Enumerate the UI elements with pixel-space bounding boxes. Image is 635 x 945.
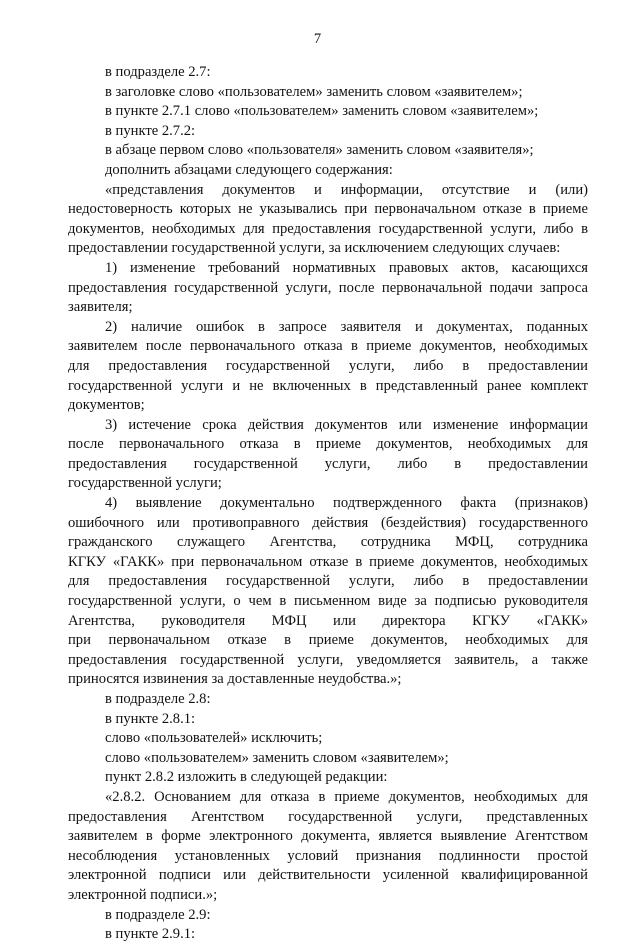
text-line: предоставлении государственной услуги, за исключением следующих случаев: [68, 240, 561, 257]
paragraph [68, 768, 588, 788]
text-line: 1) изменение требований нормативных правовых актов, касающихся [105, 259, 588, 276]
text-line: предоставления государственной услуги, уведомляется заявитель, а также [68, 651, 588, 668]
paragraph [68, 788, 588, 906]
text-line: ошибочного или противоправного действия (бездействия) государственного [68, 514, 588, 531]
text-line: документов; [68, 397, 145, 414]
paragraph [68, 749, 588, 769]
paragraph [68, 102, 588, 122]
text-line: для предоставления государственной услуги, либо в предоставлении [68, 573, 588, 590]
paragraph [68, 122, 588, 142]
paragraph [68, 161, 588, 181]
text-line: несоблюдения установленных условий признания подлинности простой [68, 847, 588, 864]
page-number: 7 [313, 31, 322, 47]
text-line: для предоставления государственной услуги, либо в предоставлении [68, 357, 588, 374]
text-line: КГКУ «ГАКК» при первоначальном отказе в приеме документов, необходимых [68, 553, 588, 570]
text-line: «2.8.2. Основанием для отказа в приеме документов, необходимых для [105, 788, 588, 805]
text-line: при первоначальном отказе в приеме документов, необходимых для [68, 632, 588, 649]
text-line: заявителем в форме электронного документа, является выявление Агентством [68, 828, 588, 845]
text-line: государственной услуги; [68, 475, 222, 492]
text-line: слово «пользователей» исключить; [105, 730, 323, 747]
text-line: после первоначального отказа в приеме документов, необходимых для [68, 436, 588, 453]
text-line: слово «пользователем» заменить словом «заявителем»; [105, 749, 449, 766]
text-line: предоставления Агентством государственной услуги, представленных [68, 808, 588, 825]
text-line: в подразделе 2.7: [105, 64, 211, 80]
paragraph [68, 416, 588, 494]
text-line: «представления документов и информации, отсутствие и (или) [105, 181, 588, 198]
text-line: гражданского служащего Агентства, сотрудника МФЦ, сотрудника [68, 534, 588, 551]
text-line: 2) наличие ошибок в запросе заявителя и документах, поданных [105, 318, 588, 335]
paragraph [68, 318, 588, 416]
text-line: Агентства, руководителя МФЦ или директора КГКУ «ГАКК» [68, 612, 588, 629]
text-line: в подразделе 2.8: [105, 691, 211, 707]
document-body [68, 63, 588, 945]
text-line: предоставления государственной услуги, либо в предоставлении [68, 455, 588, 472]
text-line: в пункте 2.7.1 слово «пользователем» заменить словом «заявителем»; [105, 103, 539, 120]
text-line: государственной услуги, о чем в письменном виде за подписью руководителя [68, 593, 588, 610]
paragraph [68, 925, 588, 945]
paragraph [68, 494, 588, 690]
paragraph [68, 729, 588, 749]
text-line: документов, необходимых для предоставления государственной услуги, либо в [68, 220, 588, 237]
text-line: недостоверность которых не указывались при первоначальном отказе в приеме [68, 201, 588, 218]
text-line: в подразделе 2.9: [105, 906, 211, 923]
text-line: электронной подписи.»; [68, 886, 218, 903]
text-line: государственной услуги и не включенных в представленный ранее комплект [68, 377, 588, 394]
paragraph [68, 83, 588, 103]
text-line: заявителем после первоначального отказа в приеме документов, необходимых [68, 338, 588, 355]
text-line: дополнить абзацами следующего содержания: [105, 161, 393, 178]
text-line: приносятся извинения за доставленные неудобства.»; [68, 671, 402, 688]
paragraph [68, 906, 588, 926]
text-line: в пункте 2.9.1: [105, 926, 196, 943]
text-line: 4) выявление документально подтвержденного факта (признаков) [105, 495, 588, 512]
paragraph [68, 690, 588, 710]
text-line: 3) истечение срока действия документов или изменение информации [105, 416, 588, 433]
text-line: пункт 2.8.2 изложить в следующей редакции: [105, 769, 388, 786]
text-line: в заголовке слово «пользователем» заменить словом «заявителем»; [105, 83, 523, 100]
paragraph [68, 63, 588, 83]
text-line: электронной подписи или действительности усиленной квалифицированной [68, 867, 588, 884]
text-line: в абзаце первом слово «пользователя» заменить словом «заявителя»; [105, 142, 534, 159]
text-line: предоставления государственной услуги, после первоначальной подачи запроса [68, 279, 588, 296]
text-line: заявителя; [68, 299, 133, 316]
text-line: в пункте 2.7.2: [105, 122, 196, 139]
paragraph [68, 141, 588, 161]
text-line: в пункте 2.8.1: [105, 710, 196, 727]
paragraph [68, 181, 588, 259]
paragraph [68, 710, 588, 730]
paragraph [68, 259, 588, 318]
